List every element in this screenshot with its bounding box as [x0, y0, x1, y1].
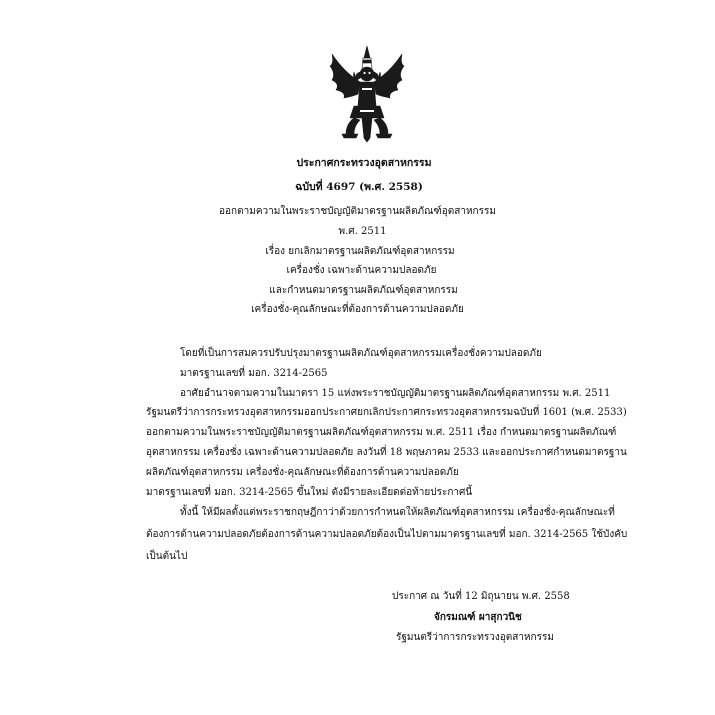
- paragraph-2-line-6: มาตรฐานเลขที่ มอก. 3214-2565 ขึ้นใหม่ ดังมีรายละเอียดต่อท้ายประกาศนี้: [146, 487, 473, 498]
- paragraph-2-line-4: อุตสาหกรรม เครื่องชั่ง เฉพาะด้านความปลอดภัย ลงวันที่ 18 พฤษภาคม 2533 และออกประกาศกำหนดมาตรฐาน: [146, 447, 627, 458]
- paragraph-3-line-3: เป็นต้นไป: [146, 551, 188, 562]
- paragraph-2-line-5: ผลิตภัณฑ์อุตสาหกรรม เครื่องชั่ง-คุณลักษณะที่ต้องการด้านความปลอดภัย: [146, 467, 459, 478]
- paragraph-1-line-1: โดยที่เป็นการสมควรปรับปรุงมาตรฐานผลิตภัณฑ์อุตสาหกรรมเครื่องชั่งความปลอดภัย: [180, 348, 542, 359]
- signatory-name: จักรมณฑ์ ผาสุกวนิช: [434, 612, 522, 623]
- paragraph-3-line-2: ต้องการด้านความปลอดภัยต้องการด้านความปลอดภัยต้องเป็นไปตามมาตรฐานเลขที่ มอก. 3214-2565 ใช้บังคับ: [146, 529, 628, 540]
- announcement-title: ประกาศกระทรวงอุตสาหกรรม: [296, 157, 432, 169]
- authority-year: พ.ศ. 2511: [338, 226, 387, 237]
- paragraph-1-line-2: มาตรฐานเลขที่ มอก. 3214-2565: [180, 368, 328, 379]
- issue-date: ประกาศ ณ วันที่ 12 มิถุนายน พ.ศ. 2558: [392, 591, 570, 602]
- subject-line-4: เครื่องชั่ง-คุณลักษณะที่ต้องการด้านความปลอดภัย: [251, 304, 464, 315]
- authority-line: ออกตามความในพระราชบัญญัติมาตรฐานผลิตภัณฑ์อุตสาหกรรม: [219, 206, 496, 217]
- announcement-number: ฉบับที่ 4697 (พ.ศ. 2558): [295, 181, 423, 193]
- garuda-emblem-icon: [324, 44, 410, 144]
- paragraph-2-line-3: ออกตามความในพระราชบัญญัติมาตรฐานผลิตภัณฑ์อุตสาหกรรม พ.ศ. 2511 เรื่อง กำหนดมาตรฐานผลิตภัณฑ์: [146, 427, 617, 438]
- paragraph-2-line-1: อาศัยอำนาจตามความในมาตรา 15 แห่งพระราชบัญญัติมาตรฐานผลิตภัณฑ์อุตสาหกรรม พ.ศ. 2511: [180, 388, 611, 399]
- subject-line-3: และกำหนดมาตรฐานผลิตภัณฑ์อุตสาหกรรม: [269, 285, 458, 296]
- paragraph-3-line-1: ทั้งนี้ ให้มีผลตั้งแต่พระราชกฤษฎีกาว่าด้วยการกำหนดให้ผลิตภัณฑ์อุตสาหกรรม เครื่องชั่ง-คุณลักษณะที่: [180, 507, 615, 518]
- paragraph-2-line-2: รัฐมนตรีว่าการกระทรวงอุตสาหกรรมออกประกาศยกเลิกประกาศกระทรวงอุตสาหกรรมฉบับที่ 1601 (พ.ศ. 2533): [146, 407, 627, 418]
- subject-line-1: เรื่อง ยกเลิกมาตรฐานผลิตภัณฑ์อุตสาหกรรม: [265, 246, 455, 257]
- signatory-position: รัฐมนตรีว่าการกระทรวงอุตสาหกรรม: [396, 632, 554, 643]
- subject-line-2: เครื่องชั่ง เฉพาะด้านความปลอดภัย: [286, 265, 437, 276]
